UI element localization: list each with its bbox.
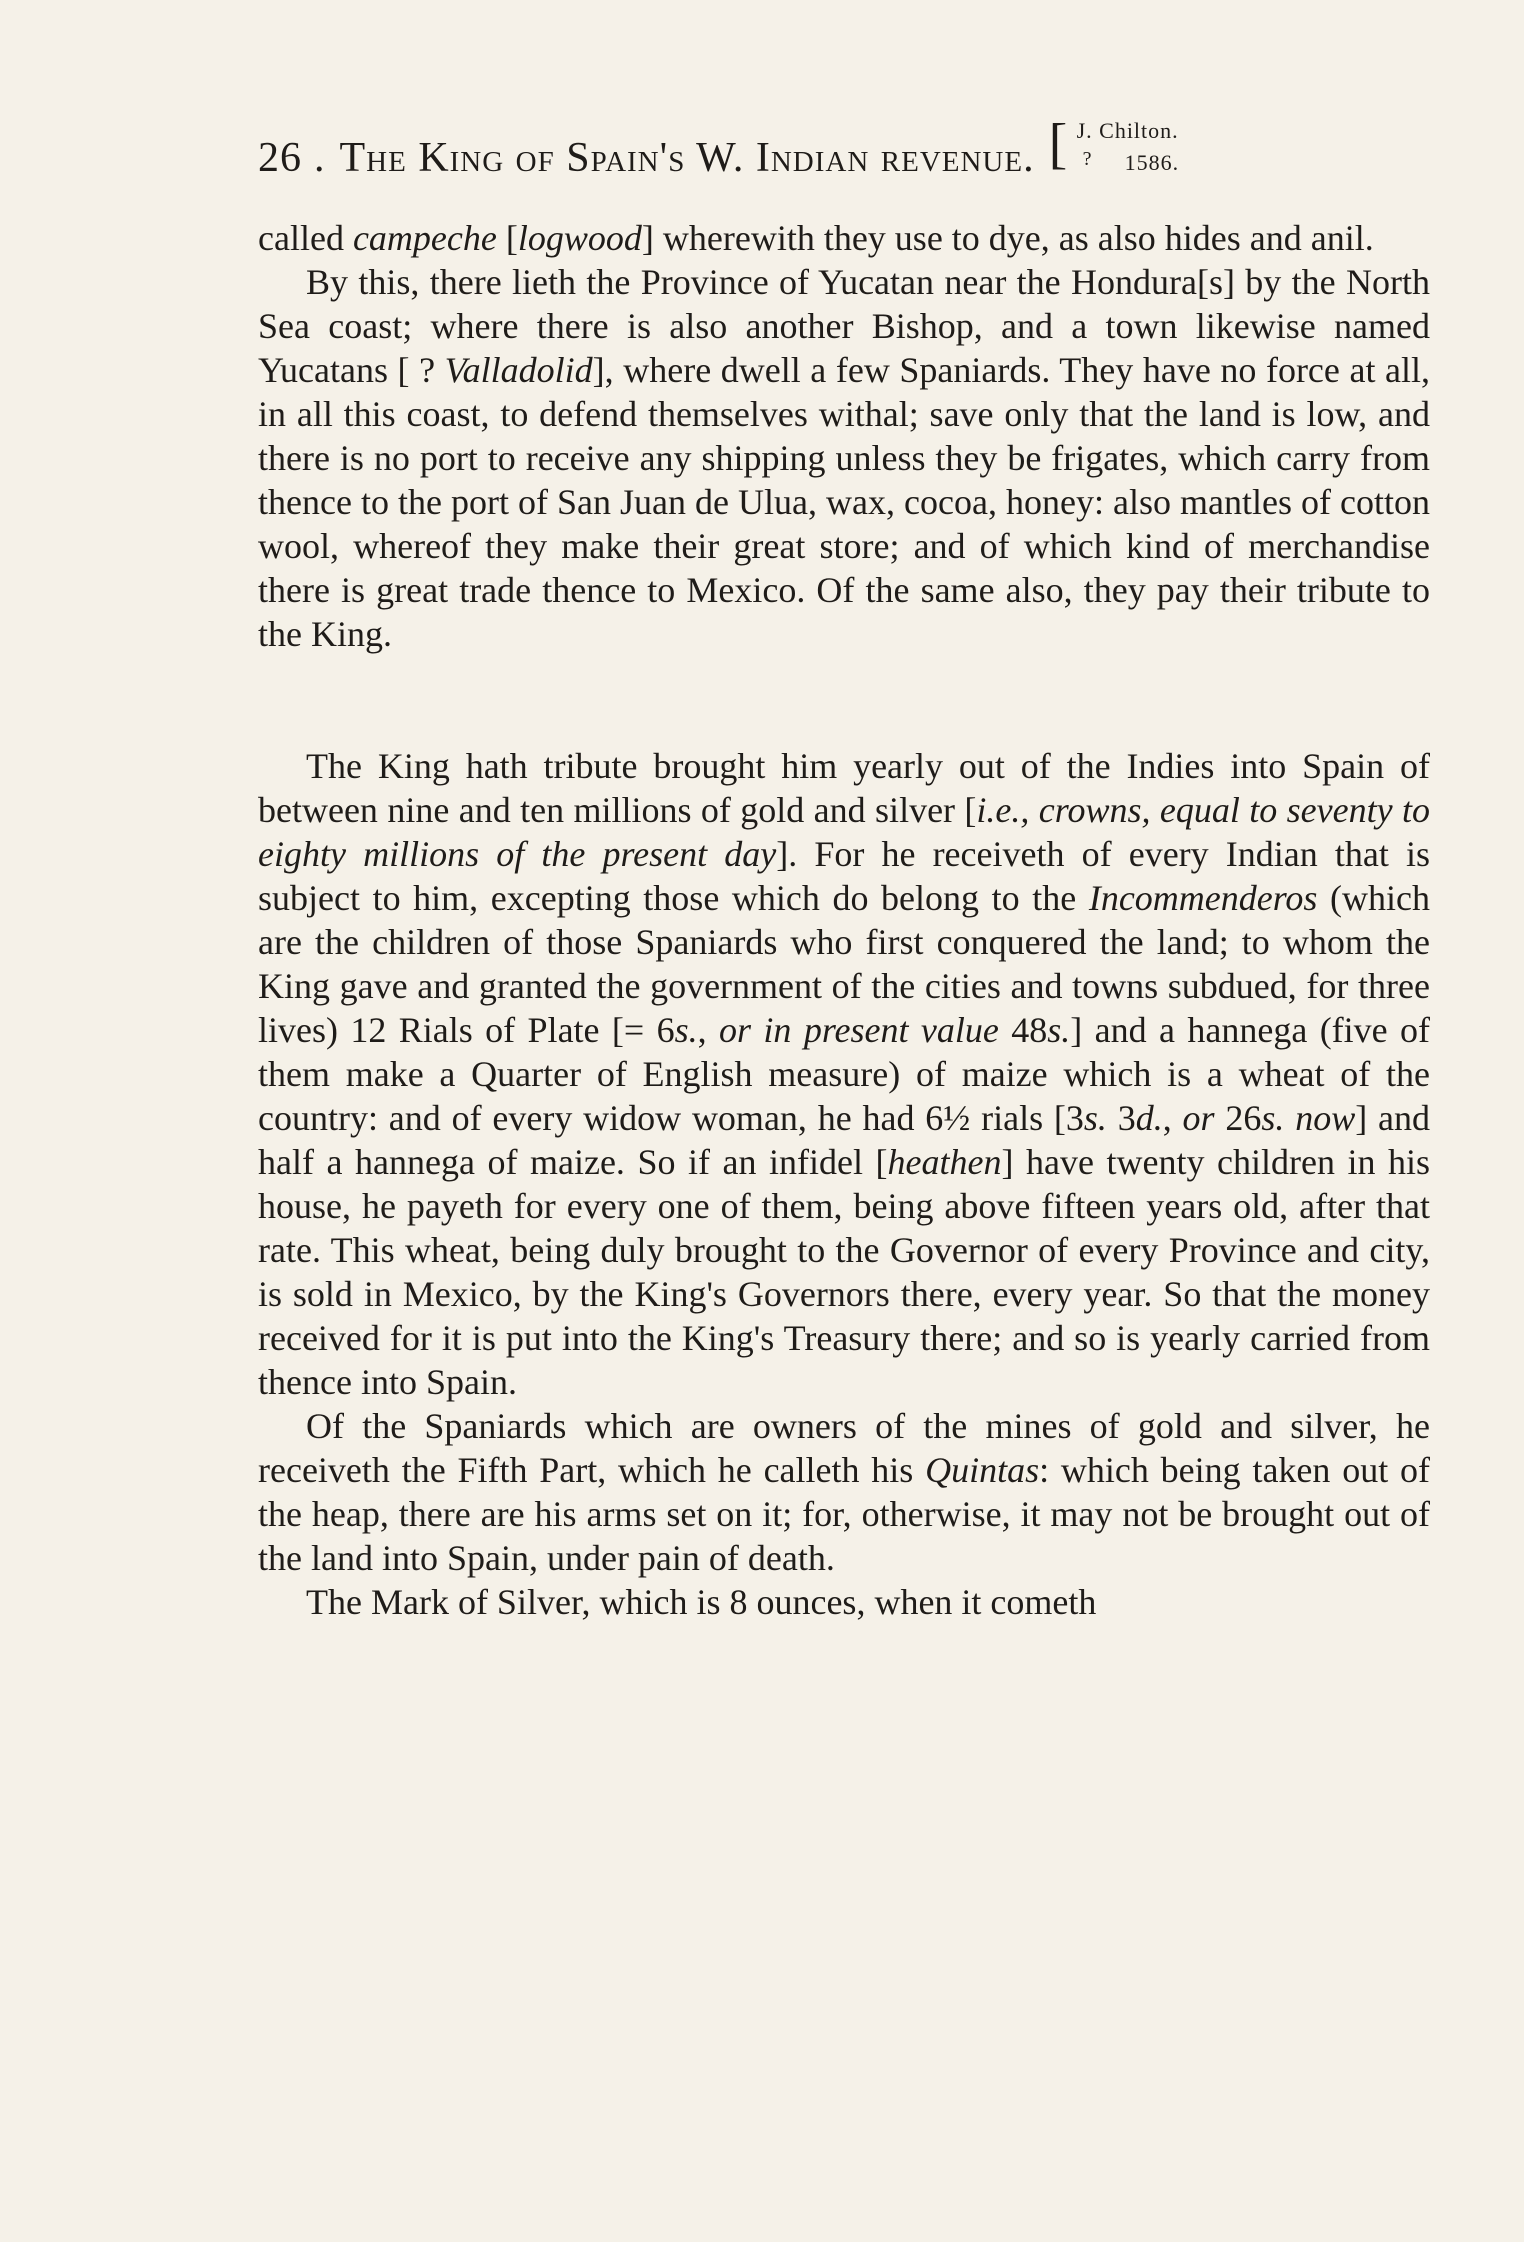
text-segment: [ (496, 218, 518, 258)
running-head-separator: . (314, 135, 326, 181)
italic-text-segment: campeche (352, 218, 497, 258)
paragraph-mark-of-silver (258, 1580, 1430, 1624)
paragraph-quintas (258, 1404, 1430, 1580)
italic-text-segment: i.e., crowns, equal to seventy to eighty millions of the present day (258, 790, 1430, 874)
text-segment: ] wherewith they use to dye, as also hides and anil. (641, 218, 1374, 258)
italic-text-segment: s. (1261, 1098, 1285, 1138)
running-head-year: 1586. (1124, 150, 1180, 175)
running-head-author: J. Chilton. (1076, 118, 1179, 143)
text-segment: , (1162, 1098, 1183, 1138)
running-head (258, 112, 1430, 182)
text-segment: ]. For he receiveth of every Indian that is subject to him, excepting those which do belong to the (258, 834, 1430, 918)
text-segment: ], where dwell a few Spaniards. They have no force at all, in all this coast, to defend themselves withal; save only that the land is low, and there is no port to receive any shipping unless they be frigates, which carry from thence to the port of San Juan de Ulua, wax, cocoa, honey: also mantles of cotton wool, whereof they make their great store; and of which kind of merchandise there is great trade thence to Mexico. Of the same also, they pay their tribute to the King. (258, 350, 1431, 654)
italic-text-segment: Quintas (925, 1450, 1040, 1490)
italic-text-segment: s. (1047, 1010, 1071, 1050)
text-segment: 3 (1106, 1098, 1136, 1138)
text-segment: called (258, 218, 353, 258)
italic-text-segment: or (1182, 1098, 1215, 1138)
italic-text-segment: logwood (517, 218, 642, 258)
running-head-query: ? (1082, 148, 1093, 170)
text-segment: By this, there lieth the Province of Yucatan near the Hondura[s] by the North Sea coast; where there is also another Bishop, and a town likewise named Yucatans [ ? (258, 262, 1430, 390)
text-segment: Of the Spaniards which are owners of the mines of gold and silver, he receiveth the Fifth Part, which he calleth his (258, 1406, 1430, 1490)
italic-text-segment: s. (674, 1010, 698, 1050)
text-segment: ] and a hannega (five of them make a Quarter of English measure) of maize which is a wheat of the country: and of every widow woman, he had 6½ rials [3 (258, 1010, 1431, 1138)
paragraph-continuation (258, 216, 1430, 260)
text-segment: ] and half a hannega of maize. So if an infidel [ (258, 1098, 1430, 1182)
paragraph-yucatan (258, 260, 1430, 656)
text-segment: The King hath tribute brought him yearly out of the Indies into Spain of between nine and ten millions of gold and silver [ (258, 746, 1430, 830)
section-break (258, 656, 1430, 744)
body-text (258, 216, 1430, 1624)
italic-text-segment: d. (1135, 1098, 1163, 1138)
running-head-reference (1048, 113, 1199, 182)
text-segment: (which are the children of those Spaniards who first conquered the land; to whom the King gave and granted the government of the cities and towns subdued, for three lives) 12 Rials of Plate [= 6 (258, 878, 1431, 1050)
text-segment: : which being taken out of the heap, there are his arms set on it; for, otherwise, it may not be brought out of the land into Spain, under pain of death. (258, 1450, 1430, 1578)
italic-text-segment: now (1295, 1098, 1356, 1138)
running-head-title: The King of Spain's W. Indian revenue. (339, 135, 1035, 181)
page-number: 26 (258, 135, 302, 181)
text-segment: , (697, 1010, 720, 1050)
paragraph-king-tribute (258, 744, 1430, 1404)
italic-text-segment: Incommenderos (1088, 878, 1318, 918)
italic-text-segment: s. (1083, 1098, 1107, 1138)
italic-text-segment: or in present value (719, 1010, 999, 1050)
text-segment (1284, 1098, 1295, 1138)
text-segment: The Mark of Silver, which is 8 ounces, when it cometh (306, 1582, 1097, 1622)
italic-text-segment: heathen (887, 1142, 1002, 1182)
text-segment: ] have twenty children in his house, he payeth for every one of them, being above fifteen years old, after that rate. This wheat, being duly brought to the Governor of every Province and city, is sold in Mexico, by the King's Governors there, every year. So that the money received for it is put into the King's Treasury there; and so is yearly carried from thence into Spain. (258, 1142, 1431, 1402)
italic-text-segment: Valladolid (444, 350, 593, 390)
text-segment: 26 (1214, 1098, 1262, 1138)
text-segment: 48 (998, 1010, 1048, 1050)
running-head-bracket: [ (1048, 113, 1069, 175)
book-page (258, 112, 1430, 1624)
